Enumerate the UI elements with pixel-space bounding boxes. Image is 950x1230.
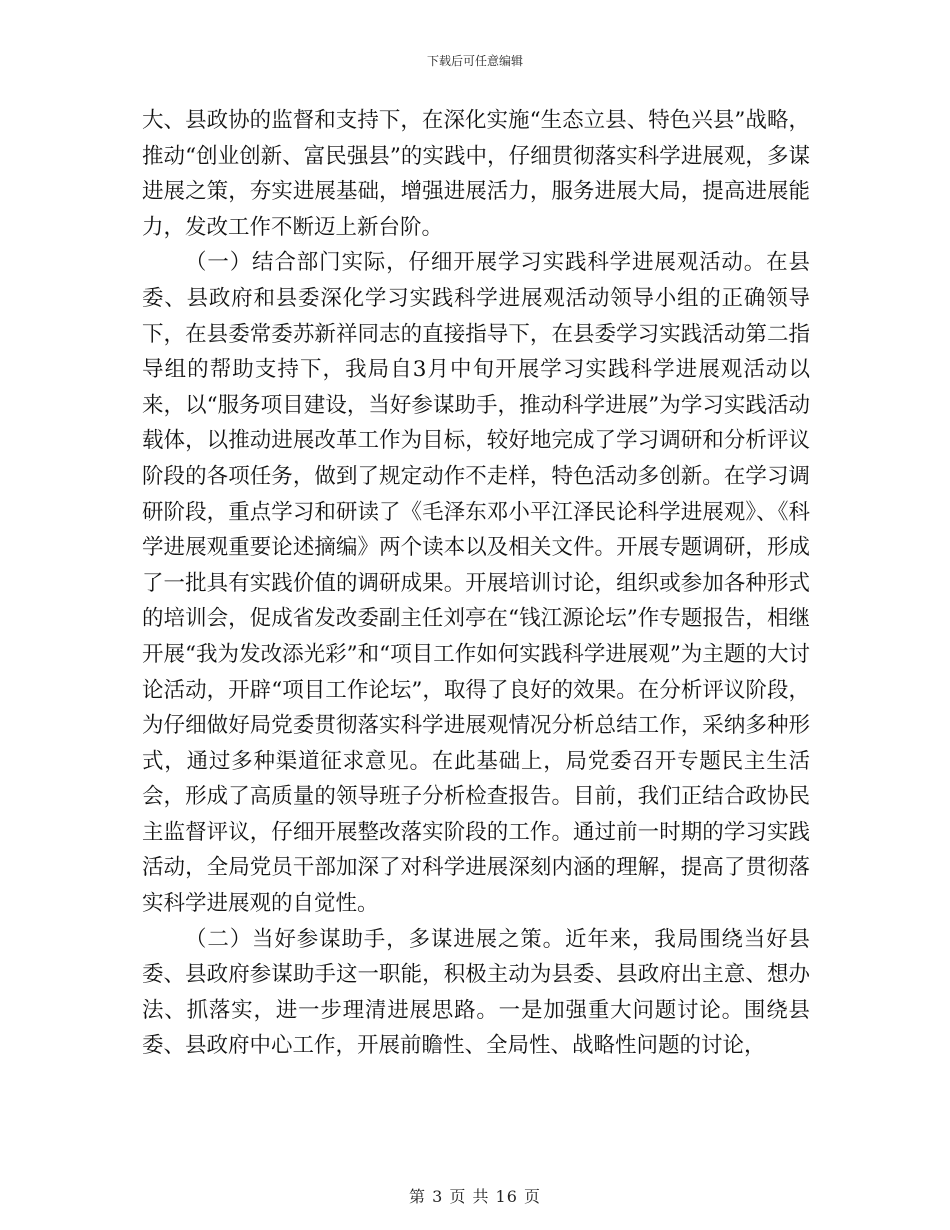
paragraph-continued: 大、县政协的监督和支持下，在深化实施“生态立县、特色兴县”战略，推动“创业创新、富民强县”的实践中，仔细贯彻落实科学进展观，多谋进展之策，夯实进展基础，增强进展活力，服务进展大局，提高进展能力，发改工作不断迈上新台阶。	[142, 108, 810, 240]
paragraph-section-2: （二）当好参谋助手，多谋进展之策。近年来，我局围绕当好县委、县政府参谋助手这一职能，积极主动为县委、县政府出主意、想办法、抓落实，进一步理清进展思路。一是加强重大问题讨论。围绕县委、县政府中心工作，开展前瞻性、全局性、战略性问题的讨论，	[142, 926, 810, 1059]
page-footer: 第 3 页 共 16 页	[409, 1187, 541, 1206]
document-body	[142, 103, 810, 1064]
paragraph-section-1: （一）结合部门实际，仔细开展学习实践科学进展观活动。在县委、县政府和县委深化学习实践科学进展观活动领导小组的正确领导下，在县委常委苏新祥同志的直接指导下，在县委学习实践活动第二指导组的帮助支持下，我局自3月中旬开展学习实践科学进展观活动以来，以“服务项目建设，当好参谋助手，推动科学进展”为学习实践活动载体，以推动进展改革工作为目标，较好地完成了学习调研和分析评议阶段的各项任务，做到了规定动作不走样，特色活动多创新。在学习调研阶段，重点学习和研读了《毛泽东邓小平江泽民论科学进展观》、《科学进展观重要论述摘编》两个读本以及相关文件。开展专题调研，形成了一批具有实践价值的调研成果。开展培训讨论，组织或参加各种形式的培训会，促成省发改委副主任刘亭在“钱江源论坛”作专题报告，相继开展“我为发改添光彩”和“项目工作如何实践科学进展观”为主题的大讨论活动，开辟“项目工作论坛”，取得了良好的效果。在分析评议阶段，为仔细做好局党委贯彻落实科学进展观情况分析总结工作，采纳多种形式，通过多种渠道征求意见。在此基础上，局党委召开专题民主生活会，形成了高质量的领导班子分析检查报告。目前，我们正结合政协民主监督评议，仔细开展整改落实阶段的工作。通过前一时期的学习实践活动，全局党员干部加深了对科学进展深刻内涵的理解，提高了贯彻落实科学进展观的自觉性。	[142, 250, 810, 917]
page-header: 下载后可任意编辑	[426, 54, 523, 68]
